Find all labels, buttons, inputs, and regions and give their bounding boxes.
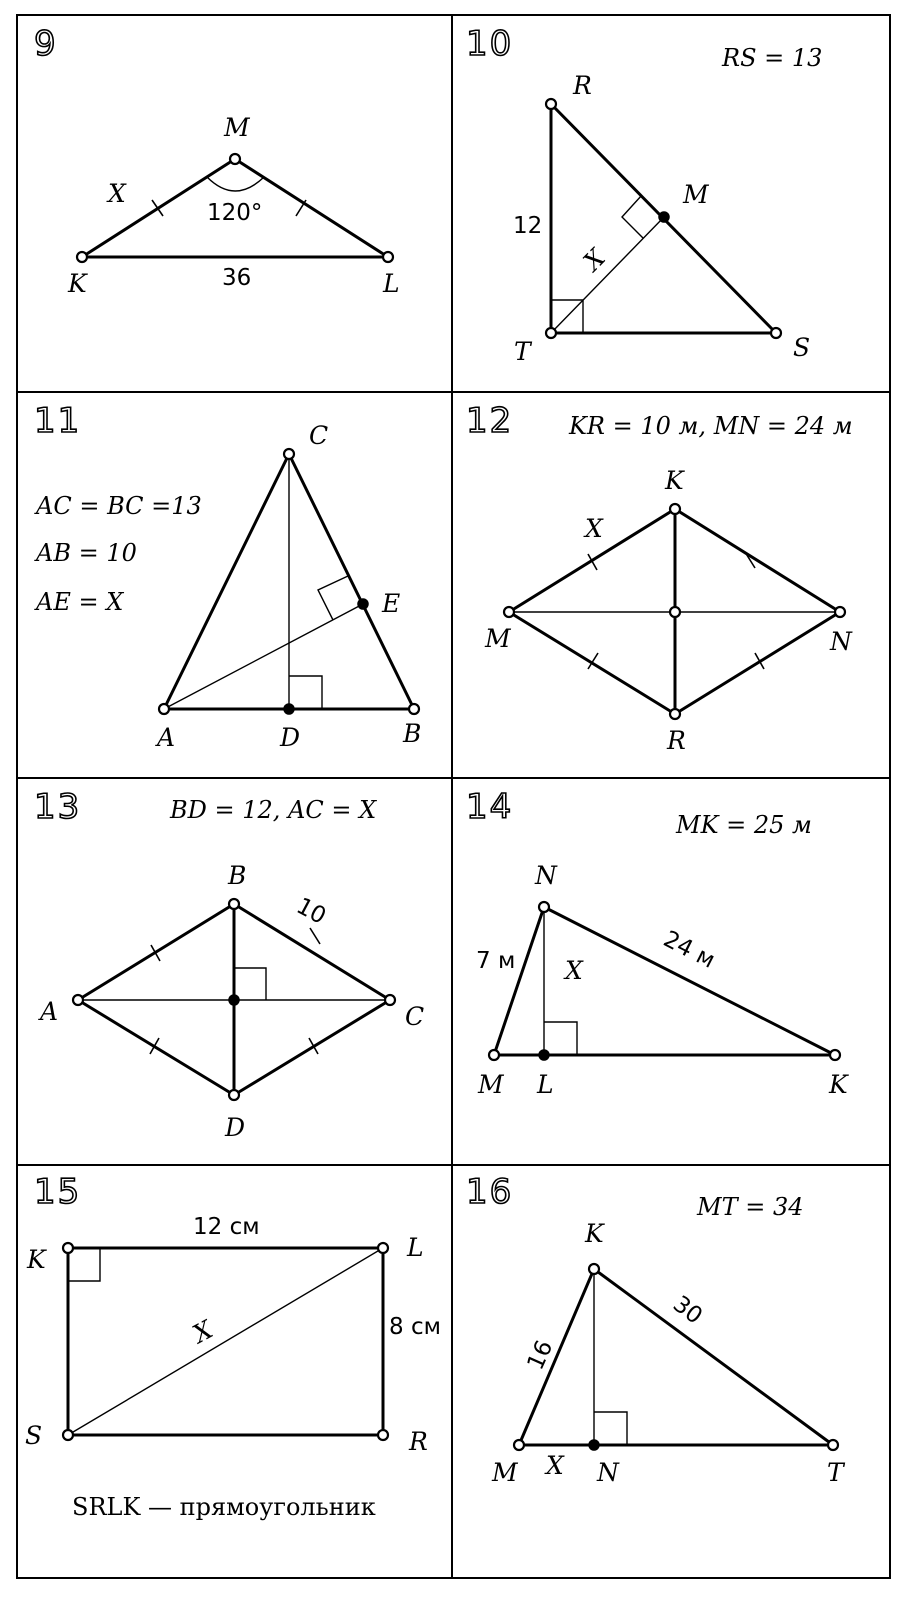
point-label: E xyxy=(382,589,401,618)
problem-11 xyxy=(34,401,421,752)
problem-number: 13 xyxy=(34,787,82,827)
point-label: S xyxy=(793,333,811,362)
side-value: 16 xyxy=(522,1336,559,1374)
problem-number: 9 xyxy=(34,24,58,64)
given-text: AB = 10 xyxy=(36,539,137,567)
point-label: L xyxy=(383,269,400,298)
angle-arc xyxy=(207,177,264,191)
point-label: K xyxy=(27,1245,46,1274)
point-label: K xyxy=(585,1219,604,1248)
side-value: 30 xyxy=(668,1291,708,1330)
point-label: S xyxy=(25,1421,43,1450)
point-label: A xyxy=(40,997,59,1026)
point-label: M xyxy=(478,1070,504,1099)
base-value: 36 xyxy=(222,265,252,291)
point-label: M xyxy=(492,1458,518,1487)
point-label: K xyxy=(829,1070,848,1099)
point-label: T xyxy=(827,1458,844,1487)
given-text: BD = 12, AC = X xyxy=(170,796,377,824)
problem-15 xyxy=(25,1172,441,1521)
point-label: L xyxy=(537,1070,554,1099)
problem-number: 14 xyxy=(466,787,514,827)
point-label: D xyxy=(280,723,301,752)
point-label: B xyxy=(403,719,422,748)
point-label: C xyxy=(309,421,329,450)
problem-12 xyxy=(466,401,853,755)
given-text: MT = 34 xyxy=(697,1193,804,1221)
side-value: 10 xyxy=(292,893,331,930)
point-label: T xyxy=(514,337,531,366)
unknown-label: X xyxy=(188,1314,218,1349)
point-label: R xyxy=(667,726,686,755)
side-value: 12 см xyxy=(193,1214,260,1240)
point-label: B xyxy=(228,861,247,890)
point-label: D xyxy=(225,1113,246,1142)
problem-number: 12 xyxy=(466,401,514,441)
grid-frame xyxy=(17,15,890,1578)
unknown-label: X xyxy=(565,956,583,985)
problem-14 xyxy=(466,787,849,1099)
problem-13 xyxy=(34,787,424,1142)
point-label: A xyxy=(157,723,176,752)
side-value: 8 см xyxy=(389,1314,441,1340)
point-label: N xyxy=(597,1458,619,1487)
angle-value: 120° xyxy=(207,200,263,226)
unknown-label: X xyxy=(108,179,126,208)
caption: SRLK — прямоугольник xyxy=(72,1493,376,1521)
point-label: L xyxy=(407,1233,424,1262)
given-text: KR = 10 м, MN = 24 м xyxy=(569,412,853,440)
given-text: RS = 13 xyxy=(722,44,823,72)
point-label: R xyxy=(409,1427,428,1456)
problem-16 xyxy=(466,1172,846,1487)
point-label: N xyxy=(535,861,557,890)
problem-number: 15 xyxy=(34,1172,82,1212)
problem-9 xyxy=(34,24,400,298)
unknown-label: X xyxy=(577,243,611,277)
unknown-label: X xyxy=(546,1451,564,1480)
point-label: M xyxy=(224,113,250,142)
problem-number: 10 xyxy=(466,24,514,64)
given-text: AE = X xyxy=(36,588,124,616)
point-label: M xyxy=(485,624,511,653)
side-value: 12 xyxy=(513,213,543,239)
given-text: MK = 25 м xyxy=(676,811,812,839)
point-label: K xyxy=(665,466,684,495)
side-value: 24 м xyxy=(659,926,720,974)
point-label: K xyxy=(68,269,87,298)
point-label: M xyxy=(683,180,709,209)
unknown-label: X xyxy=(585,514,603,543)
point-label: R xyxy=(573,71,592,100)
problem-number: 11 xyxy=(34,401,82,441)
side-value: 7 м xyxy=(476,948,516,974)
point-label: C xyxy=(405,1002,425,1031)
given-text: AC = BC =13 xyxy=(36,492,202,520)
point-label: N xyxy=(830,627,852,656)
problem-number: 16 xyxy=(466,1172,514,1212)
problem-10 xyxy=(466,24,822,366)
